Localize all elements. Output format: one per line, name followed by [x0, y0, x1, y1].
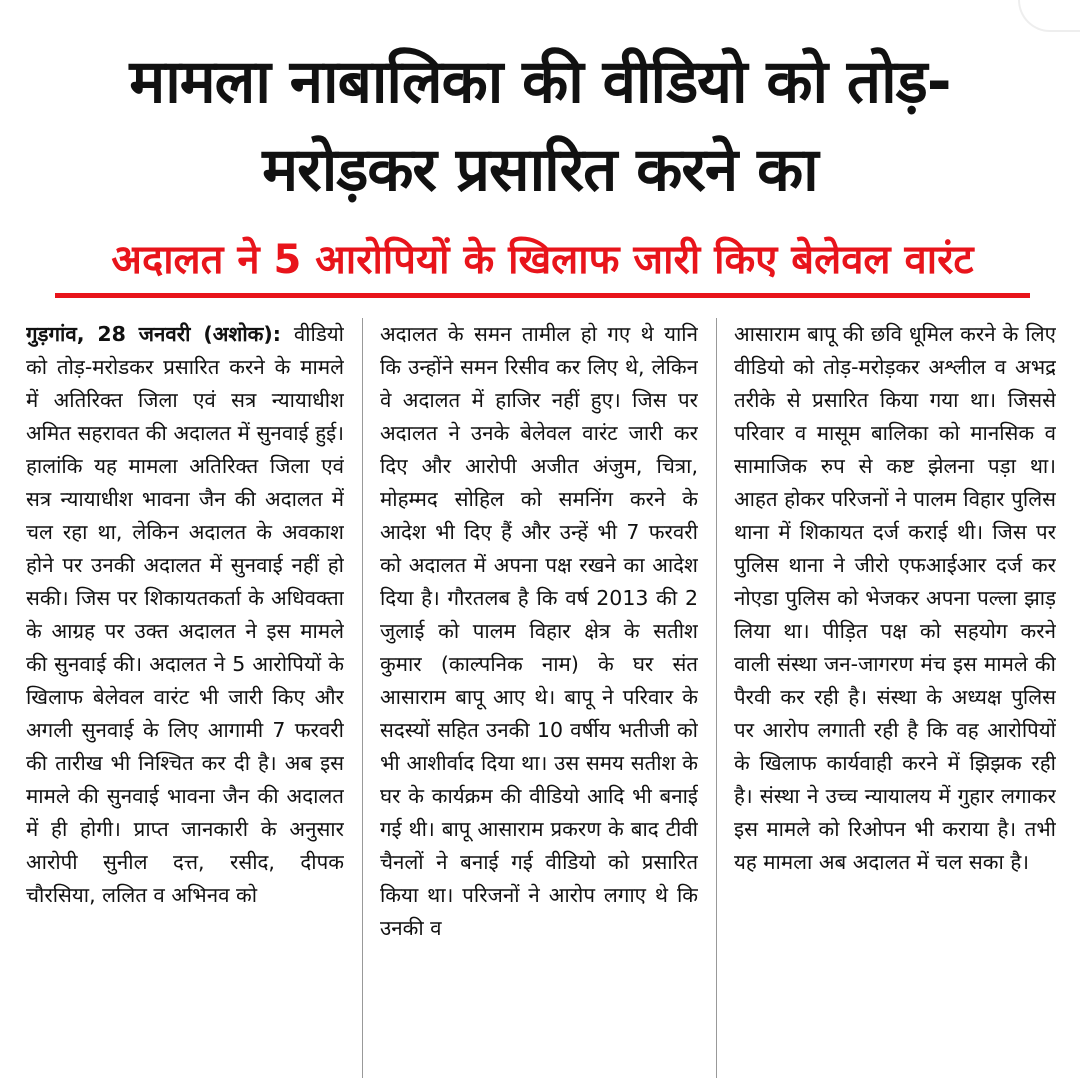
article-column-2	[380, 318, 698, 1078]
dateline: गुड़गांव, 28 जनवरी (अशोक):	[26, 322, 294, 346]
headline-line-1: मामला नाबालिका की वीडियो को तोड़-	[129, 47, 951, 117]
headline-line-2: मरोड़कर प्रसारित करने का	[262, 135, 818, 205]
subheadline: अदालत ने 5 आरोपियों के खिलाफ जारी किए बेलेवल वारंट	[111, 237, 974, 283]
article-column-1	[26, 318, 344, 1078]
column-divider	[716, 318, 717, 1078]
article-column-3	[734, 318, 1056, 1078]
subheadline-underline	[55, 293, 1030, 298]
subheadline-container	[55, 232, 1030, 288]
headline	[0, 38, 1080, 214]
page-curl-decoration	[1018, 0, 1080, 32]
column-2-text: अदालत के समन तामील हो गए थे यानि कि उन्होंने समन रिसीव कर लिए थे, लेकिन वे अदालत में हाजिर नहीं हुए। जिस पर अदालत ने उनके बेलेवल वारंट जारी कर दिए और आरोपी अजीत अंजुम, चित्रा, मोहम्मद सोहिल को समनिंग करने के आदेश भी दिए हैं और उन्हें भी 7 फरवरी को अदालत में अपना पक्ष रखने का आदेश दिया है। गौरतलब है कि वर्ष 2013 की 2 जुलाई को पालम विहार क्षेत्र के सतीश कुमार (काल्पनिक नाम) के घर संत आसाराम बापू आए थे। बापू ने परिवार के सदस्यों सहित उनकी 10 वर्षीय भतीजी को भी आशीर्वाद दिया था। उस समय सतीश के घर के कार्यक्रम की वीडियो आदि भी बनाई गई थी। बापू आसाराम प्रकरण के बाद टीवी चैनलों ने बनाई गई वीडियो को प्रसारित किया था। परिजनों ने आरोप लगाए थे कि उनकी व	[380, 322, 698, 940]
column-1-text: वीडियो को तोड़-मरोडकर प्रसारित करने के मामले में अतिरिक्त जिला एवं सत्र न्यायाधीश अमित सहरावत की अदालत में सुनवाई हुई। हालांकि यह मामला अतिरिक्त जिला एवं सत्र न्यायाधीश भावना जैन की अदालत में चल रहा था, लेकिन अदालत के अवकाश होने पर उनकी अदालत में सुनवाई नहीं हो सकी। जिस पर शिकायतकर्ता के अधिवक्ता के आग्रह पर उक्त अदालत ने इस मामले की सुनवाई की। अदालत ने 5 आरोपियों के खिलाफ बेलेवल वारंट भी जारी किए और अगली सुनवाई के लिए आगामी 7 फरवरी की तारीख भी निश्चित कर दी है। अब इस मामले की सुनवाई भावना जैन की अदालत में ही होगी। प्राप्त जानकारी के अनुसार आरोपी सुनील दत्त, रसीद, दीपक चौरसिया, ललित व अभिनव को	[26, 322, 344, 907]
column-divider	[362, 318, 363, 1078]
column-3-text: आसाराम बापू की छवि धूमिल करने के लिए वीडियो को तोड़-मरोड़कर अश्लील व अभद्र तरीके से प्रसारित किया गया था। जिससे परिवार व मासूम बालिका को मानसिक व सामाजिक रुप से कष्ट झेलना पड़ा था। आहत होकर परिजनों ने पालम विहार पुलिस थाना में शिकायत दर्ज कराई थी। जिस पर पुलिस थाना ने जीरो एफआईआर दर्ज कर नोएडा पुलिस को भेजकर अपना पल्ला झाड़ लिया था। पीड़ित पक्ष को सहयोग करने वाली संस्था जन-जागरण मंच इस मामले की पैरवी कर रही है। संस्था के अध्यक्ष पुलिस पर आरोप लगाती रही है कि वह आरोपियों के खिलाफ कार्यवाही करने में झिझक रही है। संस्था ने उच्च न्यायालय में गुहार लगाकर इस मामले को रिओपन भी कराया है। तभी यह मामला अब अदालत में चल सका है।	[734, 322, 1056, 874]
